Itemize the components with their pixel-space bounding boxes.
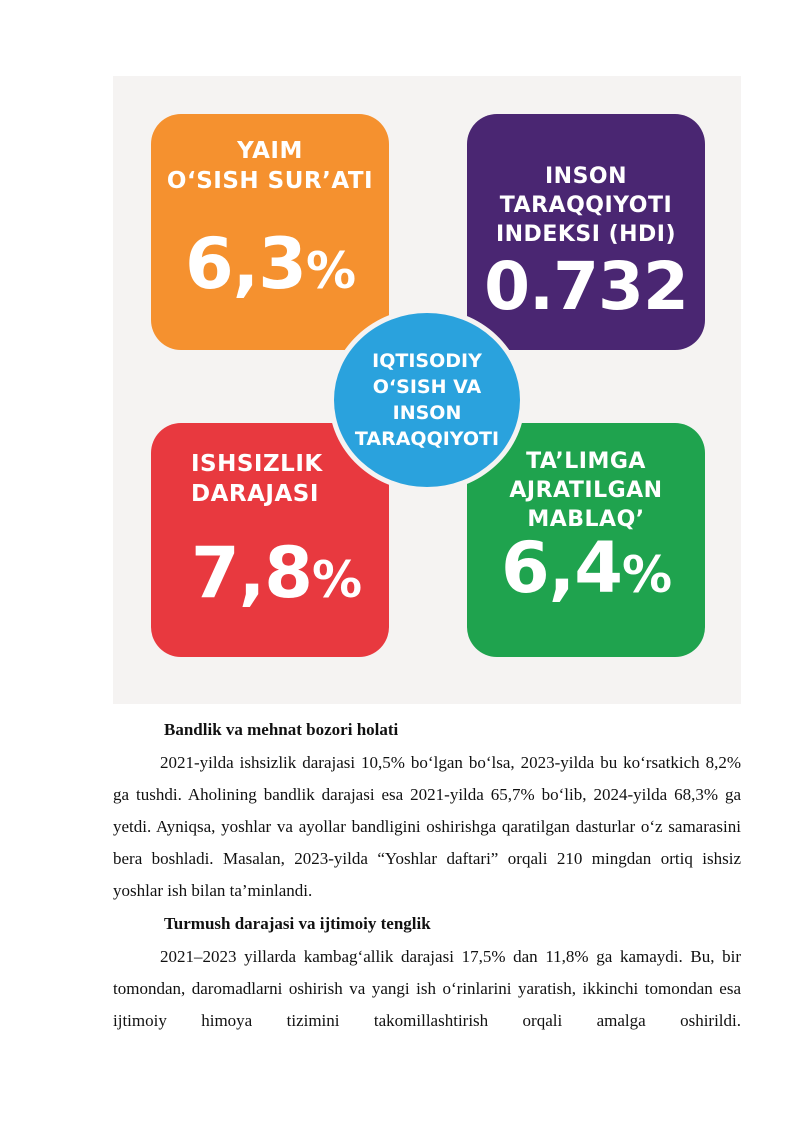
paragraph-living-standards: 2021–2023 yillarda kambag‘allik darajasi 17,5% dan 11,8% ga kamaydi. Bu, bir tomondan, daromadlarni oshirish va yangi ish o‘rinlarini yaratish, ikkinchi tomondan esa ijtimoiy himoya tizimini takomillashtirish orqali amalga oshirildi. bbox=[113, 947, 741, 1030]
education-funding-label: TA’LIMGA AJRATILGAN MABLAQ’ bbox=[509, 449, 663, 532]
gdp-growth-label: YAIM O‘SISH SUR’ATI bbox=[166, 138, 374, 194]
hdi-label: INSON TARAQQIYOTI INDEKSI (HDI) bbox=[495, 164, 677, 247]
center-title-circle: IQTISODIY O‘SISH VA INSON TARAQQIYOTI bbox=[329, 308, 525, 492]
section-heading-employment: Bandlik va mehnat bozori holati bbox=[164, 720, 399, 739]
section-heading-living-standards: Turmush darajasi va ijtimoiy tenglik bbox=[164, 914, 431, 933]
infographic bbox=[113, 76, 741, 704]
gdp-growth-value: 6,3% bbox=[184, 223, 356, 305]
education-funding-value: 6,4% bbox=[500, 527, 672, 609]
paragraph-employment: 2021-yilda ishsizlik darajasi 10,5% bo‘lgan bo‘lsa, 2023-yilda bu ko‘rsatkich 8,2% ga tushdi. Aholining bandlik darajasi esa 2021-yilda 65,7% bo‘lib, 2024-yilda 68,3% ga yetdi. Ayniqsa, yoshlar va ayollar bandligini oshirishga qaratilgan dasturlar o‘z samarasini bera boshladi. Masalan, 2023-yilda “Yoshlar daftari” orqali 210 mingdan ortiq ishsiz yoshlar ish bilan ta’minlandi. bbox=[113, 753, 741, 900]
gdp-growth-card bbox=[151, 114, 389, 350]
unemployment-label: ISHSIZLIK DARAJASI bbox=[191, 451, 323, 507]
unemployment-value: 7,8% bbox=[191, 532, 362, 614]
hdi-value: 0.732 bbox=[484, 248, 688, 325]
hdi-card bbox=[467, 114, 705, 350]
document-text bbox=[113, 713, 741, 1037]
